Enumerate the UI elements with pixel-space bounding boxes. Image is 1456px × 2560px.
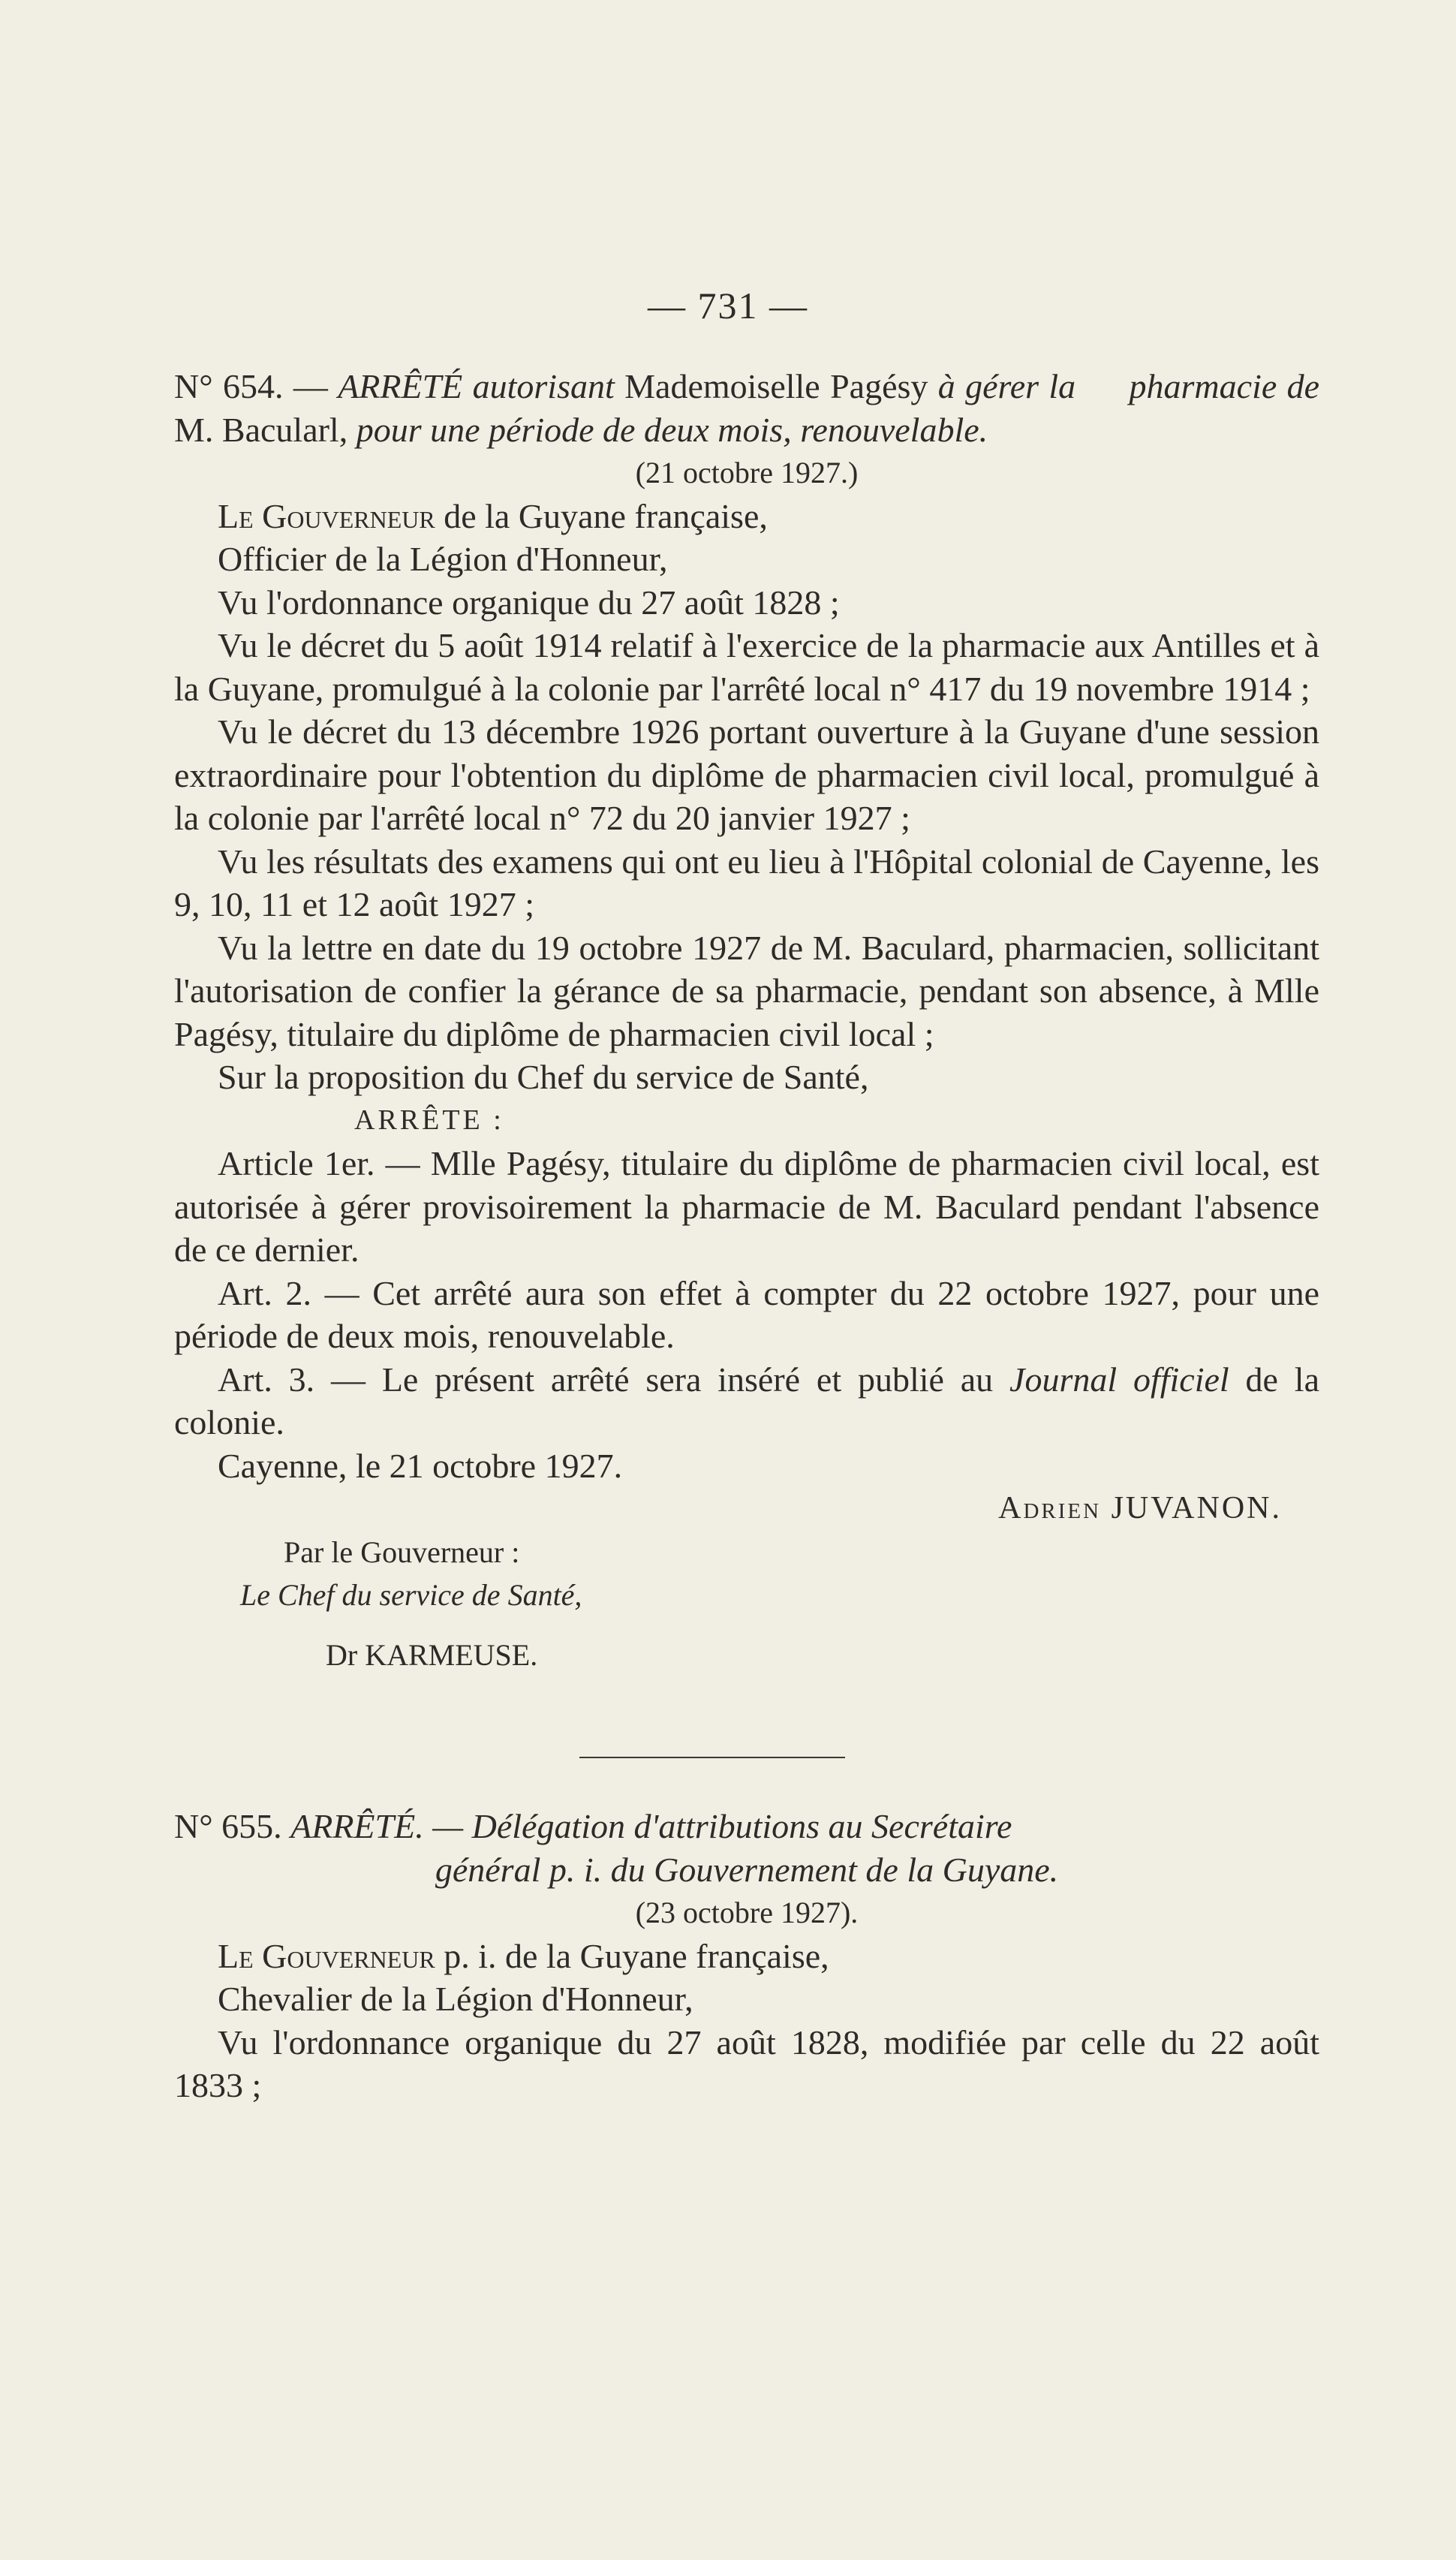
decree-654-preamble-4: Vu le décret du 13 décembre 1926 portant ouverture à la Guyane d'une session extraordinaire pour l'obtention du diplôme de pharmacien civil local, promulgué à la colonie par l'arrêté local n° 72 du 20 janvier 1927 ;: [174, 712, 1319, 837]
decree-654: [174, 365, 1319, 1676]
decree-654-preamble-5: Vu les résultats des examens qui ont eu lieu à l'Hôpital colonial de Cayenne, les 9, 10, 11 et 12 août 1927 ;: [174, 842, 1319, 923]
decree-654-preamble-2: Vu l'ordonnance organique du 27 août 1828 ;: [218, 583, 840, 622]
decree-654-preamble-3: Vu le décret du 5 août 1914 relatif à l'exercice de la pharmacie aux Antilles et à la Guyane, promulgué à la colonie par l'arrêté local n° 417 du 19 novembre 1914 ;: [174, 626, 1319, 708]
par-le-gouverneur: Par le Gouverneur :: [284, 1534, 520, 1569]
decree-654-title-name-2: M. Bacularl,: [174, 410, 348, 449]
decree-655-preamble-1: Chevalier de la Légion d'Honneur,: [218, 1980, 693, 2018]
decree-654-title-rest-1: à gérer la: [937, 367, 1076, 405]
section-divider: [579, 1757, 845, 1758]
decree-654-preamble-1: Officier de la Légion d'Honneur,: [218, 540, 668, 578]
decree-654-number: N° 654. —: [174, 367, 328, 405]
preamble-lead: Le Gouverneur: [218, 1936, 435, 1975]
decree-654-place-date: Cayenne, le 21 octobre 1927.: [218, 1446, 623, 1485]
article-3-text: Art. 3. — Le présent arrêté sera inséré et publié au: [218, 1360, 994, 1399]
decree-654-preamble-0: [174, 495, 1319, 538]
decree-655-title-lead: ARRÊTÉ. —: [290, 1807, 464, 1845]
decree-654-date: (21 octobre 1927.): [635, 456, 859, 489]
journal-officiel: Journal officiel: [1009, 1360, 1229, 1399]
decree-654-article-1: Article 1er. — Mlle Pagésy, titulaire du diplôme de pharmacien civil local, est autorisée à gérer provisoirement la pharmacie de M. Baculard pendant l'absence de ce dernier.: [174, 1144, 1319, 1269]
article-3-tail: de la colonie.: [174, 1360, 1319, 1441]
decree-655-heading: [174, 1805, 1319, 1848]
decree-655-date: (23 octobre 1927).: [635, 1896, 859, 1929]
decree-654-title-name: Mademoiselle Pagésy: [624, 367, 928, 405]
decree-655-number: N° 655.: [174, 1807, 282, 1845]
decree-655-title-rest-2: général p. i. du Gouvernement de la Guyane.: [435, 1850, 1059, 1889]
page-number: — 731 —: [648, 285, 808, 327]
decree-654-preamble-6: Vu la lettre en date du 19 octobre 1927 de M. Baculard, pharmacien, sollicitant l'autorisation de confier la gérance de sa pharmacie, pendant son absence, à Mlle Pagésy, titulaire du diplôme de pharmacien civil local ;: [174, 928, 1319, 1053]
decree-654-signatory: Adrien JUVANON.: [998, 1491, 1282, 1525]
decree-654-arrete-label: ARRÊTE :: [354, 1104, 504, 1136]
preamble-text: de la Guyane française,: [435, 496, 768, 535]
decree-654-article-3: [174, 1358, 1319, 1444]
decree-655-preamble-0: [174, 1935, 1319, 1978]
decree-654-title-lead: ARRÊTÉ autorisant: [338, 367, 615, 405]
decree-655-preamble-2: Vu l'ordonnance organique du 27 août 1828, modifiée par celle du 22 août 1833 ;: [174, 2022, 1319, 2104]
decree-654-article-2: Art. 2. — Cet arrêté aura son effet à compter du 22 octobre 1927, pour une période de deux mois, renouvelable.: [174, 1273, 1319, 1355]
decree-654-title-rest-4: renouvelable.: [800, 410, 988, 449]
decree-654-preamble-7: Sur la proposition du Chef du service de Santé,: [218, 1058, 869, 1096]
decree-654-heading: [174, 365, 1319, 451]
decree-655: [174, 1805, 1319, 2107]
chef-service: Le Chef du service de Santé,: [240, 1578, 582, 1612]
preamble-text: p. i. de la Guyane française,: [435, 1936, 829, 1975]
decree-655-title-rest-1: Délégation d'attributions au Secrétaire: [471, 1807, 1012, 1845]
preamble-lead: Le Gouverneur: [218, 496, 435, 535]
chef-name: Dr KARMEUSE.: [326, 1637, 538, 1672]
decree-654-title-rest-3: pour une période de deux mois,: [356, 410, 792, 449]
decree-654-title-rest-2: pharmacie de: [1129, 367, 1320, 405]
